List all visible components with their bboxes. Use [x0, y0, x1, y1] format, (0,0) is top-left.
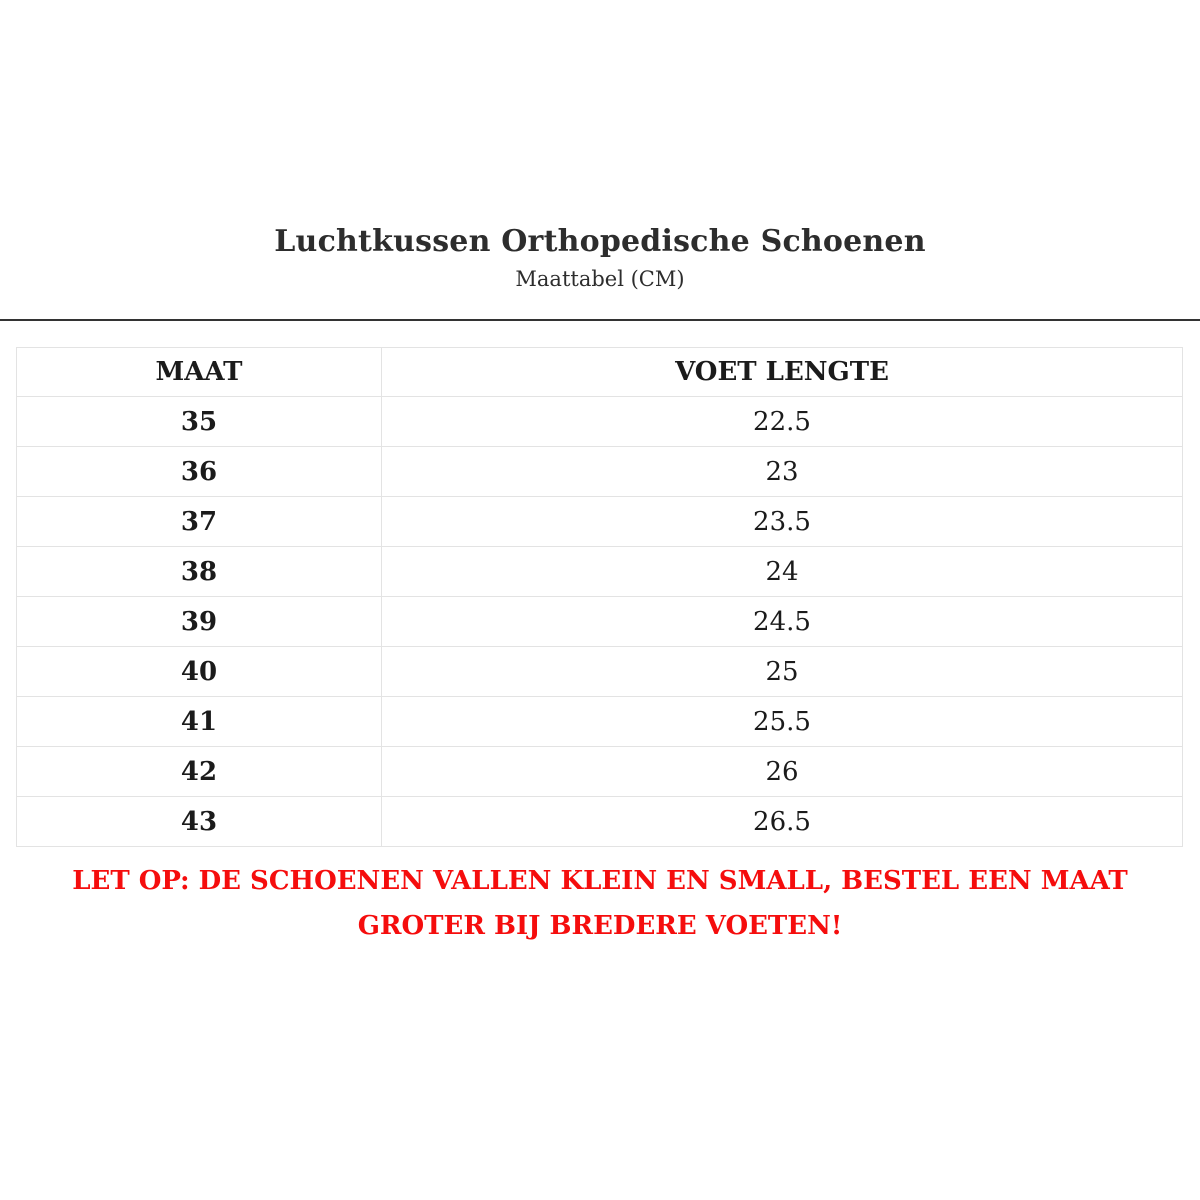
foot-length-cell: 23.5 — [382, 497, 1183, 547]
foot-length-cell: 24 — [382, 547, 1183, 597]
size-cell: 43 — [17, 797, 382, 847]
size-table — [16, 347, 1183, 847]
table-row — [17, 697, 1183, 747]
table-row — [17, 547, 1183, 597]
foot-length-cell: 26.5 — [382, 797, 1183, 847]
warning-line-1: LET OP: DE SCHOENEN VALLEN KLEIN EN SMALL, BESTEL EEN MAAT — [72, 866, 1128, 896]
foot-length-cell: 26 — [382, 747, 1183, 797]
table-row — [17, 797, 1183, 847]
table-row — [17, 647, 1183, 697]
size-table-header — [17, 348, 1183, 397]
size-cell: 41 — [17, 697, 382, 747]
col-header-maat: MAAT — [17, 348, 382, 397]
foot-length-cell: 25 — [382, 647, 1183, 697]
table-row — [17, 397, 1183, 447]
table-row — [17, 747, 1183, 797]
foot-length-cell: 22.5 — [382, 397, 1183, 447]
page-title: Luchtkussen Orthopedische Schoenen — [274, 224, 926, 259]
table-row — [17, 447, 1183, 497]
size-cell: 36 — [17, 447, 382, 497]
size-cell: 42 — [17, 747, 382, 797]
table-header-row — [17, 348, 1183, 397]
size-cell: 40 — [17, 647, 382, 697]
page-header — [0, 0, 1200, 293]
foot-length-cell: 23 — [382, 447, 1183, 497]
table-row — [17, 497, 1183, 547]
col-header-voet-lengte: VOET LENGTE — [382, 348, 1183, 397]
horizontal-divider — [0, 319, 1200, 321]
size-cell: 38 — [17, 547, 382, 597]
table-row — [17, 597, 1183, 647]
foot-length-cell: 25.5 — [382, 697, 1183, 747]
warning-text — [10, 859, 1190, 949]
size-cell: 39 — [17, 597, 382, 647]
size-cell: 37 — [17, 497, 382, 547]
page-subtitle: Maattabel (CM) — [515, 267, 685, 291]
warning-line-2: GROTER BIJ BREDERE VOETEN! — [357, 911, 843, 941]
foot-length-cell: 24.5 — [382, 597, 1183, 647]
size-cell: 35 — [17, 397, 382, 447]
size-table-body — [17, 397, 1183, 847]
